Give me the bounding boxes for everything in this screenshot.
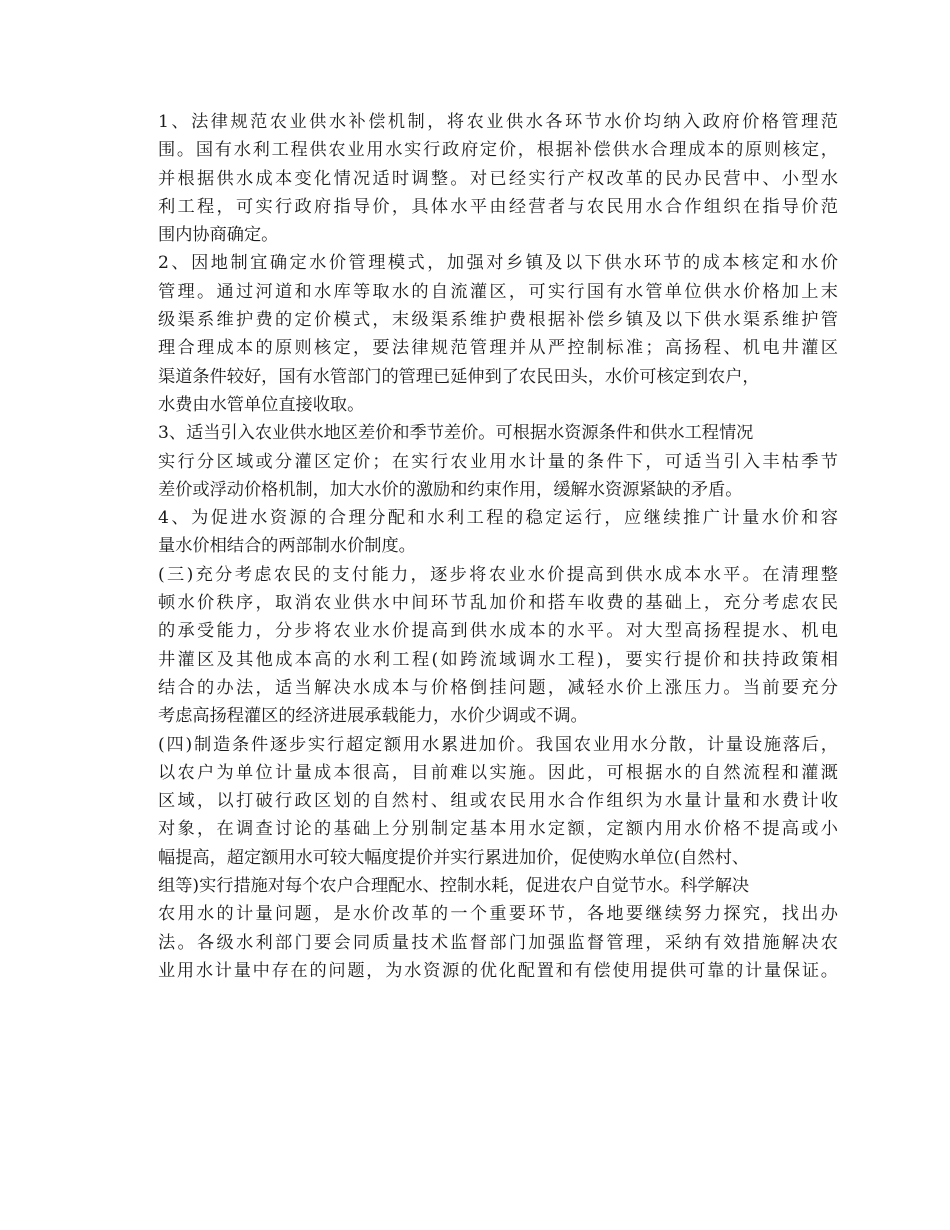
text-line: 理合理成本的原则核定，要法律规范管理并从严控制标准；高扬程、机电井灌区 [158, 338, 838, 359]
paragraph-5 [158, 561, 838, 731]
text-line: 围。国有水利工程供农业用水实行政府定价，根据补偿供水合理成本的原则核定， [158, 140, 838, 161]
text-line: 并根据供水成本变化情况适时调整。对已经实行产权改革的民办民营中、小型水 [158, 168, 838, 189]
paragraph-4 [158, 504, 838, 561]
text-line: 组等)实行措施对每个农户合理配水、控制水耗，促进农户自觉节水。科学解决 [158, 876, 750, 897]
text-line: 结合的办法，适当解决水成本与价格倒挂问题，减轻水价上涨压力。当前要充分 [158, 677, 838, 698]
text-line: 实行分区域或分灌区定价；在实行农业用水计量的条件下，可适当引入丰枯季节 [158, 451, 838, 472]
text-line: (三)充分考虑农民的支付能力，逐步将农业水价提高到供水成本水平。在清理整 [158, 564, 838, 585]
text-line: 1、法律规范农业供水补偿机制，将农业供水各环节水价均纳入政府价格管理范 [158, 112, 838, 132]
text-line: (四)制造条件逐步实行超定额用水累进加价。我国农业用水分散，计量设施落后， [158, 734, 838, 755]
text-line: 管理。通过河道和水库等取水的自流灌区，可实行国有水管单位供水价格加上末 [158, 281, 838, 302]
text-line: 考虑高扬程灌区的经济进展承载能力，水价少调或不调。 [158, 706, 588, 727]
text-line: 区域，以打破行政区划的自然村、组或农民用水合作组织为水量计量和水费计收 [158, 791, 838, 812]
text-line: 2、因地制宜确定水价管理模式，加强对乡镇及以下供水环节的成本核定和水价 [158, 253, 838, 274]
text-line: 农用水的计量问题，是水价改革的一个重要环节，各地要继续努力探究，找出办 [158, 904, 838, 925]
text-line: 量水价相结合的两部制水价制度。 [158, 536, 416, 557]
text-line: 以农户为单位计量成本很高，目前难以实施。因此，可根据水的自然流程和灌溉 [158, 762, 838, 783]
document-body [158, 108, 838, 985]
text-line: 渠道条件较好，国有水管部门的管理已延伸到了农民田头，水价可核定到农户， [158, 366, 760, 387]
text-line: 业用水计量中存在的问题，为水资源的优化配置和有偿使用提供可靠的计量保证。 [158, 960, 838, 981]
text-line: 3、适当引入农业供水地区差价和季节差价。可根据水资源条件和供水工程情况 [158, 423, 754, 444]
paragraph-1 [158, 108, 838, 249]
text-line: 4、为促进水资源的合理分配和水利工程的稳定运行，应继续推广计量水价和容 [158, 508, 838, 529]
text-line: 法。各级水利部门要会同质量技术监督部门加强监督管理，采纳有效措施解决农 [158, 932, 838, 953]
paragraph-2 [158, 249, 838, 419]
text-line: 级渠系维护费的定价模式，末级渠系维护费根据补偿乡镇及以下供水渠系维护管 [158, 310, 838, 331]
text-line: 顿水价秩序，取消农业供水中间环节乱加价和搭车收费的基础上，充分考虑农民 [158, 593, 838, 614]
text-line: 利工程，可实行政府指导价，具体水平由经营者与农民用水合作组织在指导价范 [158, 196, 838, 217]
paragraph-3 [158, 419, 838, 504]
text-line: 的承受能力，分步将农业水价提高到供水成本的水平。对大型高扬程提水、机电 [158, 621, 838, 642]
text-line: 幅提高，超定额用水可较大幅度提价并实行累进加价，促使购水单位(自然村、 [158, 847, 750, 868]
text-line: 井灌区及其他成本高的水利工程(如跨流域调水工程)，要实行提价和扶持政策相 [158, 649, 838, 670]
text-line: 差价或浮动价格机制，加大水价的激励和约束作用，缓解水资源紧缺的矛盾。 [158, 479, 743, 500]
text-line: 对象，在调查讨论的基础上分别制定基本用水定额，定额内用水价格不提高或小 [158, 819, 838, 840]
text-line: 水费由水管单位直接收取。 [158, 394, 365, 415]
text-line: 围内协商确定。 [158, 225, 279, 246]
paragraph-6 [158, 731, 838, 986]
